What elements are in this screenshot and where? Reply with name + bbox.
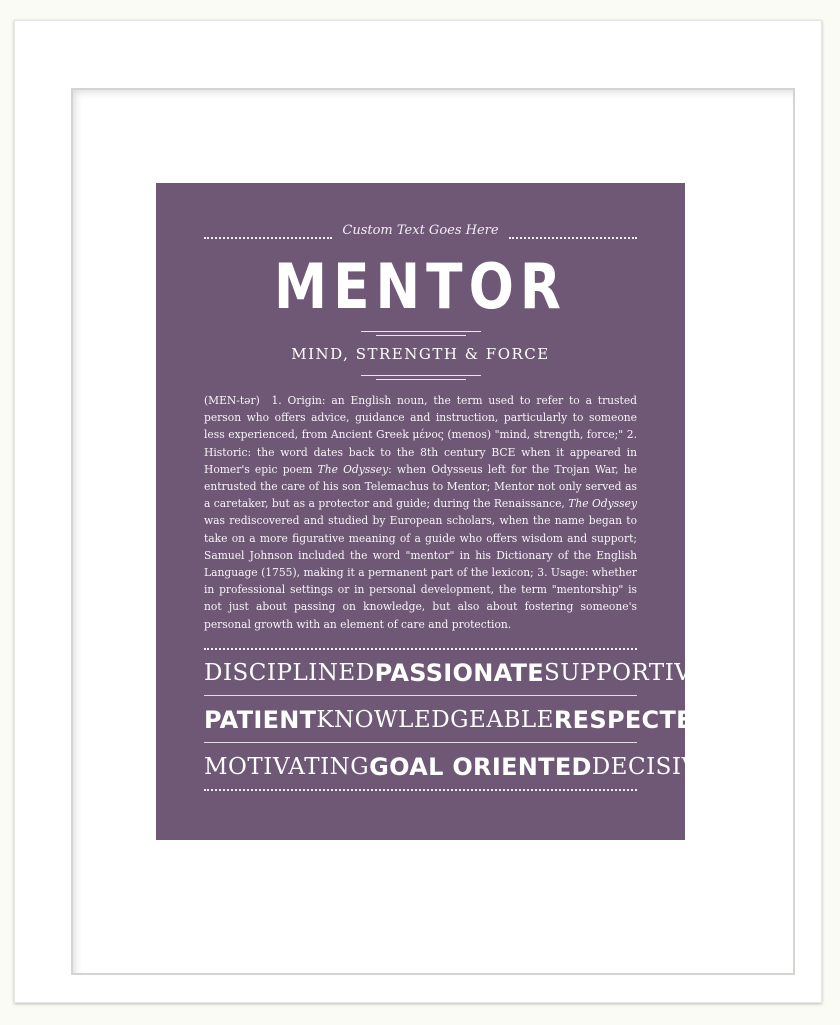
title-rule-upper — [361, 331, 481, 332]
dotted-divider-traits-bottom — [204, 789, 637, 791]
name-definition-print — [156, 183, 716, 840]
trait-row — [204, 655, 709, 691]
name-title: MENTOR — [274, 250, 567, 323]
definition-usage: 3. Usage: whether in professional settings or in personal development, the term "mentorship" is not just about passing on knowledge, but also about fostering someone's personal growth with an element of care and protection. — [204, 566, 638, 631]
trait-word: DISCIPLINED — [204, 660, 375, 686]
dotted-divider-right — [509, 237, 637, 239]
custom-text-row — [204, 221, 637, 245]
trait-row — [204, 702, 714, 738]
definition-historic-end: was rediscovered and studied by European scholars, when the name began to take on a more figurative meaning of a guide who offers wisdom and support; Samuel Johnson included the word "mentor" in his Dictionary of the English Language (1755), making it a permanent part of the lexicon; — [204, 514, 637, 580]
work-title: The Odyssey — [568, 497, 637, 511]
dotted-divider-traits-top — [204, 648, 637, 650]
subtitle-rule-lower-inner — [376, 379, 466, 380]
trait-separator — [204, 742, 637, 743]
definition-text — [204, 392, 637, 633]
trait-word: RESPECTED — [553, 706, 714, 734]
trait-word: MOTIVATING — [204, 754, 370, 780]
definition-historic-cont: : when Odysseus left for the Trojan War, he entrusted the care of his son Telemachus to Mentor; Mentor not only served as a caretaker, but as a protector and guide; during the Renaissance, — [204, 462, 637, 511]
trait-separator — [204, 695, 637, 696]
definition-origin: 1. Origin: an English noun, the term used to refer to a trusted person who offers advice, guidance and instruction, particularly to someone less experienced, from Ancient Greek μένος (menos) "mind, strength, force;" — [204, 394, 638, 442]
trait-word: KNOWLEDGEABLE — [316, 707, 554, 733]
name-meaning-subtitle: MIND, STRENGTH & FORCE — [291, 345, 550, 363]
definition-historic: 2. Historic: the word dates back to the 8th century BCE when it appeared in Homer's epic poem — [204, 428, 637, 476]
subtitle-rule-lower — [361, 375, 481, 376]
trait-word: DECISIVE — [591, 754, 716, 780]
trait-word: SUPPORTIVE — [544, 660, 709, 686]
trait-row — [204, 749, 716, 785]
trait-word: GOAL ORIENTED — [369, 753, 592, 781]
custom-text: Custom Text Goes Here — [342, 223, 499, 238]
trait-word: PATIENT — [204, 706, 317, 734]
trait-word: PASSIONATE — [374, 659, 545, 687]
pronunciation: (MEN-tər) — [204, 394, 260, 407]
title-rule-upper-inner — [376, 335, 466, 336]
work-title: The Odyssey — [317, 462, 389, 476]
